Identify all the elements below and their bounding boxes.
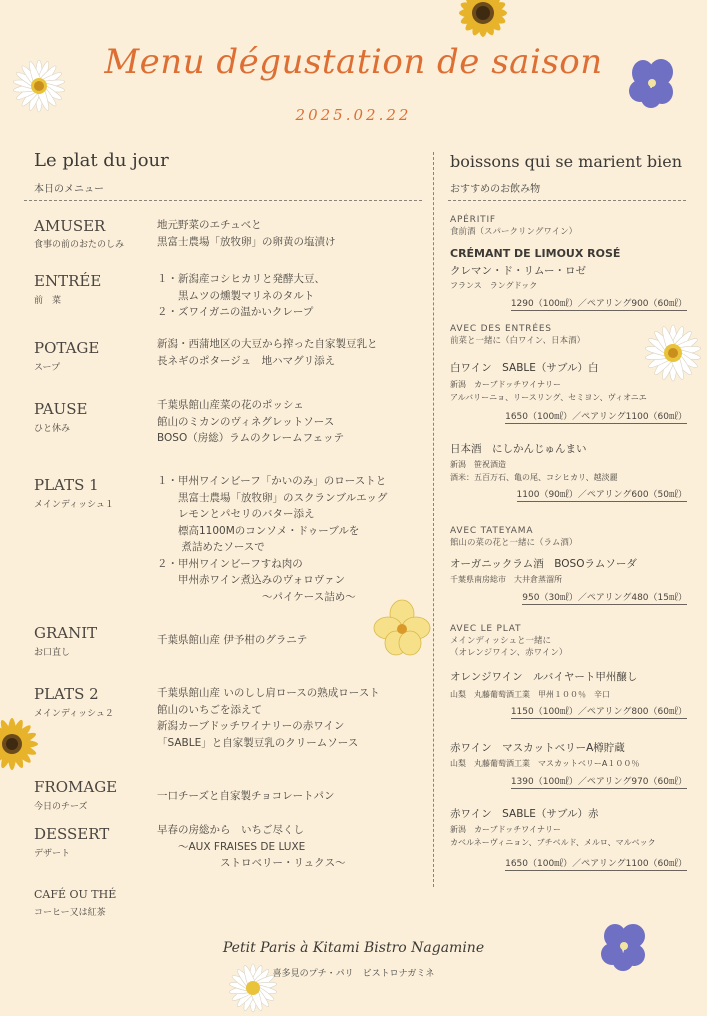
drink-price: 1290（100㎖）／ペアリング900（60㎖） [511, 296, 687, 311]
right-divider [448, 200, 686, 201]
course-sub: お口直し [34, 648, 71, 658]
drink-name: 日本酒 にしかんじゅんまい [450, 443, 587, 455]
drink-category-sub: 食前酒（スパークリングワイン） [450, 227, 578, 237]
drink-info: 山梨 丸藤葡萄酒工業 マスカットベリーA１００％ [450, 759, 640, 768]
drink-category-sub: 前菜と一緒に（白ワイン、日本酒） [450, 336, 586, 346]
sunflower-top-icon [452, 0, 514, 44]
yellow-flower-icon [372, 598, 432, 658]
drink-category: AVEC TATEYAMA [450, 526, 534, 536]
drink-category: APÉRITIF [450, 215, 496, 225]
course-desc: 地元野菜のエチュベと 黒富士農場「放牧卵」の卵黄の塩漬け [157, 219, 336, 248]
drink-price: 1100（90㎖）／ペアリング600（50㎖） [517, 487, 687, 502]
cafe-sub: コーヒー又は紅茶 [34, 908, 106, 918]
drink-name: オーガニックラム酒 BOSOラムソーダ [450, 558, 637, 570]
drink-info: 山梨 丸藤葡萄酒工業 甲州１００％ 辛口 [450, 690, 610, 699]
course-name: DESSERT [34, 825, 110, 843]
course-name: AMUSER [34, 217, 106, 235]
right-column-heading: boissons qui se marient bien [450, 152, 683, 171]
course-sub: ひと休み [34, 424, 71, 434]
daisy-right-icon [640, 320, 706, 386]
drink-name: 赤ワイン マスカットベリーA樽貯蔵 [450, 742, 625, 754]
drink-info: 新潟 カーブドッチワイナリー カベルネーヴィニョン、ブチベルド、メルロ、マルベック [450, 825, 656, 847]
course-desc: 千葉県館山産 いのしし肩ロースの熟成ロースト 館山のいちごを添えて 新潟カーブドッチワイナリーの赤ワイン 「SABLE」と自家製豆乳のクリームソース [157, 687, 380, 749]
drink-category: AVEC LE PLAT [450, 624, 522, 634]
left-column-subheading: 本日のメニュー [34, 184, 104, 195]
drink-price: 1150（100㎖）／ペアリング800（60㎖） [511, 704, 687, 719]
drink-name-alt: クレマン・ド・リムー・ロゼ [450, 265, 586, 277]
course-desc: 早春の房総から いちご尽くし ～AUX FRAISES DE LUXE ストロベリー・リュクス～ [157, 824, 346, 869]
course-sub: メインディッシュ２ [34, 709, 114, 719]
restaurant-name: Petit Paris à Kitami Bistro Nagamine [222, 940, 485, 956]
drink-name: CRÉMANT DE LIMOUX ROSÉ [450, 247, 621, 260]
course-name: GRANIT [34, 624, 98, 642]
drink-name: 赤ワイン SABLE（サブル）赤 [450, 808, 599, 820]
left-divider [24, 200, 422, 201]
course-sub: デザート [34, 849, 71, 859]
drink-price: 950（30㎖）／ペアリング480（15㎖） [522, 590, 687, 605]
course-desc: 一口チーズと自家製チョコレートパン [157, 790, 335, 802]
menu-date: 2025.02.22 [295, 106, 412, 124]
course-name: PLATS 1 [34, 476, 99, 494]
cafe-name: CAFÉ OU THÉ [34, 888, 117, 901]
menu-title: Menu dégustation de saison [104, 42, 603, 82]
course-sub: メインディッシュ１ [34, 500, 114, 510]
course-name: PLATS 2 [34, 685, 99, 703]
restaurant-name-jp: 喜多見のプチ・パリ ビストロナガミネ [272, 969, 435, 979]
right-column-subheading: おすすめのお飲み物 [450, 184, 541, 195]
drink-name: オレンジワイン ルバイヤート甲州醸し [450, 671, 638, 683]
course-desc: １・新潟産コシヒカリと発酵大豆、 黒ムツの燻製マリネのタルト ２・ズワイガニの温かいクレープ [157, 273, 325, 318]
course-desc: 千葉県館山産 伊予柑のグラニテ [157, 634, 308, 646]
course-sub: 食事の前のおたのしみ [34, 240, 125, 250]
drink-price: 1650（100㎖）／ペアリング1100（60㎖） [505, 856, 687, 871]
course-sub: 前 菜 [34, 296, 62, 306]
course-name: FROMAGE [34, 778, 118, 796]
course-name: PAUSE [34, 400, 88, 418]
drink-info: 新潟 笹祝酒造 酒米：五百万石、亀の尾、コシヒカリ、越淡麗 [450, 460, 618, 482]
drink-info: フランス ラングドック [450, 281, 538, 290]
course-desc: 新潟・西蒲地区の大豆から搾った自家製豆乳と 長ネギのポタージュ 地ハマグリ添え [157, 338, 378, 367]
course-name: POTAGE [34, 339, 100, 357]
drink-name: 白ワイン SABLE（サブル）白 [450, 362, 599, 374]
drink-category: AVEC DES ENTRÉES [450, 324, 552, 334]
course-desc: １・甲州ワインビーフ「かいのみ」のローストと 黒富士農場「放牧卵」のスクランブルエッグ レモンとパセリのバター添え 標高1100Mのコンソメ・ドゥーブルを 煮詰めたソースで ２・甲州ワインビーフすね肉の 甲州赤ワイン煮込みのヴォロヴァン ～パイケース詰め～ [157, 475, 388, 603]
course-sub: 今日のチーズ [34, 802, 88, 812]
column-divider [433, 152, 434, 887]
drink-category-sub: メインディッシュと一緒に （オレンジワイン、赤ワイン） [450, 636, 568, 658]
left-column-heading: Le plat du jour [34, 150, 169, 171]
drink-category-sub: 館山の菜の花と一緒に（ラム酒） [450, 538, 578, 548]
drink-price: 1390（100㎖）／ペアリング970（60㎖） [511, 774, 687, 789]
drink-price: 1650（100㎖）／ペアリング1100（60㎖） [505, 409, 687, 424]
drink-info: 千葉県南房総市 大井倉蒸溜所 [450, 575, 562, 584]
course-sub: スープ [34, 363, 61, 373]
drink-info: 新潟 カーブドッチワイナリー アルバリーニョ、リースリング、セミヨン、ヴィオニエ [450, 380, 647, 402]
course-desc: 千葉県館山産菜の花のポッシェ 館山のミカンのヴィネグレットソース BOSO（房総）ラムのクレームフェッテ [157, 399, 345, 444]
course-name: ENTRÉE [34, 272, 102, 290]
sunflower-left-icon [0, 712, 44, 776]
